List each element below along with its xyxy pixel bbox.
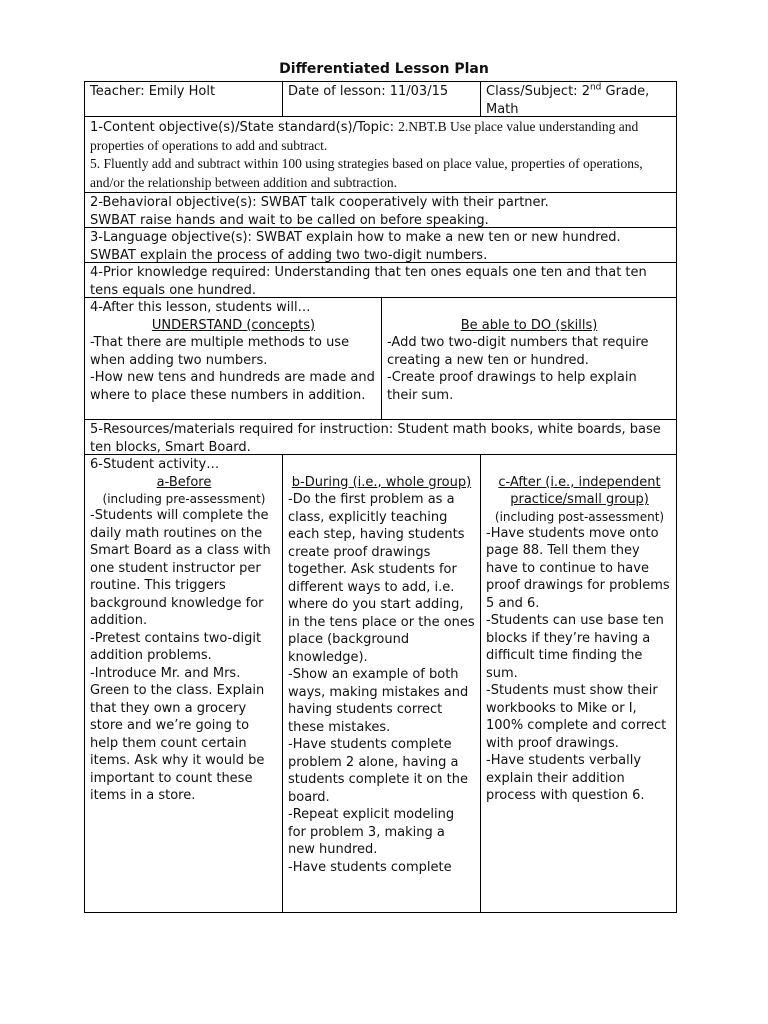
- resources-text: 5-Resources/materials required for instruction: Student math books, white boards, base ten blocks, Smart Board.: [90, 422, 661, 454]
- before-item: -Introduce Mr. and Mrs. Green to the class. Explain that they own a grocery store and we’re going to help them count certain items. Ask why it would be important to count these items in a store.: [90, 665, 265, 803]
- understand-cell: [85, 298, 382, 419]
- during-item: -Show an example of both ways, making mistakes and having students correct these mistakes.: [288, 667, 469, 735]
- after-item: -Students can use base ten blocks if they’re having a difficult time finding the sum.: [486, 613, 664, 681]
- after-cell: [480, 455, 678, 912]
- after-item: -Students must show their workbooks to Mike or I, 100% complete and correct with proof drawings.: [486, 683, 667, 751]
- language-objective-row: [84, 227, 677, 263]
- during-cell: [282, 455, 480, 912]
- content-objective-cell: [85, 117, 676, 192]
- after-heading: c-After (i.e., independent practice/small group): [498, 474, 661, 507]
- content-objective-text-2: 5. Fluently add and subtract within 100 using strategies based on place value, properties of operations, and/or the relationship between addition and subtraction.: [90, 156, 643, 190]
- during-heading: b-During (i.e., whole group): [291, 474, 472, 490]
- do-skills-heading: Be able to DO (skills): [460, 317, 598, 333]
- during-item: -Have students complete problem 2 alone, having a students complete it on the board.: [288, 737, 468, 805]
- after-item: -Have students move onto page 88. Tell them they have to continue to have proof drawings for problems 5 and 6.: [486, 525, 670, 611]
- after-lesson-row: [84, 297, 677, 420]
- language-objective-line-2: SWBAT explain the process of adding two two-digit numbers.: [90, 247, 488, 262]
- class-subject-prefix: Class/Subject: 2: [486, 84, 590, 99]
- resources-cell: [85, 420, 676, 454]
- do-skills-item: -Add two two-digit numbers that require creating a new ten or hundred.: [387, 335, 649, 368]
- after-subheading: (including post-assessment): [494, 509, 665, 524]
- do-skills-item: -Create proof drawings to help explain their sum.: [387, 370, 637, 403]
- do-skills-cell: [381, 298, 676, 419]
- behavioral-objective-row: [84, 192, 677, 228]
- during-item: -Have students complete: [288, 859, 452, 875]
- lesson-plan-table: [84, 81, 677, 913]
- before-heading: a-Before: [156, 474, 212, 490]
- content-objective-row: [84, 116, 677, 193]
- document-title: Differentiated Lesson Plan: [279, 61, 489, 77]
- resources-row: [84, 419, 677, 455]
- prior-knowledge-text: 4-Prior knowledge required: Understanding that ten ones equals one ten and that ten tens equals one hundred.: [90, 265, 647, 297]
- before-cell: [85, 455, 283, 912]
- before-item: -Pretest contains two-digit addition problems.: [90, 630, 262, 663]
- class-subject-suffix: Grade, Math: [486, 84, 650, 116]
- during-item: -Do the first problem as a class, explicitly teaching each step, having students create proof drawings together. Ask students for different ways to add, i.e. where do you start adding, in the tens place or the ones place (background knowledge).: [288, 492, 475, 665]
- behavioral-objective-cell: [85, 193, 676, 227]
- behavioral-objective-line-1: 2-Behavioral objective(s): SWBAT talk cooperatively with their partner.: [90, 195, 549, 210]
- language-objective-line-1: 3-Language objective(s): SWBAT explain how to make a new ten or new hundred.: [90, 230, 621, 245]
- understand-heading: UNDERSTAND (concepts): [151, 317, 316, 333]
- understand-item: -That there are multiple methods to use when adding two numbers.: [90, 335, 350, 368]
- after-lesson-intro: 4-After this lesson, students will…: [90, 300, 311, 315]
- language-objective-cell: [85, 228, 676, 262]
- student-activity-row: [84, 454, 677, 913]
- class-subject-sup: nd: [589, 82, 602, 93]
- date-cell: [282, 82, 480, 116]
- before-subheading: (including pre-assessment): [102, 492, 266, 506]
- before-item: -Students will complete the daily math routines on the Smart Board as a class with one student instructor per routine. This triggers background knowledge for addition.: [90, 508, 271, 628]
- teacher-text: Teacher: Emily Holt: [90, 84, 216, 99]
- activity-intro: 6-Student activity…: [90, 457, 220, 472]
- class-subject-cell: [480, 82, 678, 116]
- during-item: -Repeat explicit modeling for problem 3, making a new hundred.: [288, 807, 455, 857]
- after-item: -Have students verbally explain their addition process with question 6.: [486, 753, 645, 803]
- content-objective-text-1: 2.NBT.B Use place value understanding and properties of operations to add and subtract.: [90, 119, 639, 153]
- date-text: Date of lesson: 11/03/15: [288, 84, 449, 99]
- prior-knowledge-cell: [85, 263, 676, 297]
- understand-item: -How new tens and hundreds are made and where to place these numbers in addition.: [90, 370, 375, 403]
- prior-knowledge-row: [84, 262, 677, 298]
- header-row: [84, 81, 677, 117]
- content-objective-label: 1-Content objective(s)/State standard(s)/Topic:: [90, 120, 399, 135]
- teacher-cell: [85, 82, 283, 116]
- behavioral-objective-line-2: SWBAT raise hands and wait to be called on before speaking.: [90, 212, 489, 227]
